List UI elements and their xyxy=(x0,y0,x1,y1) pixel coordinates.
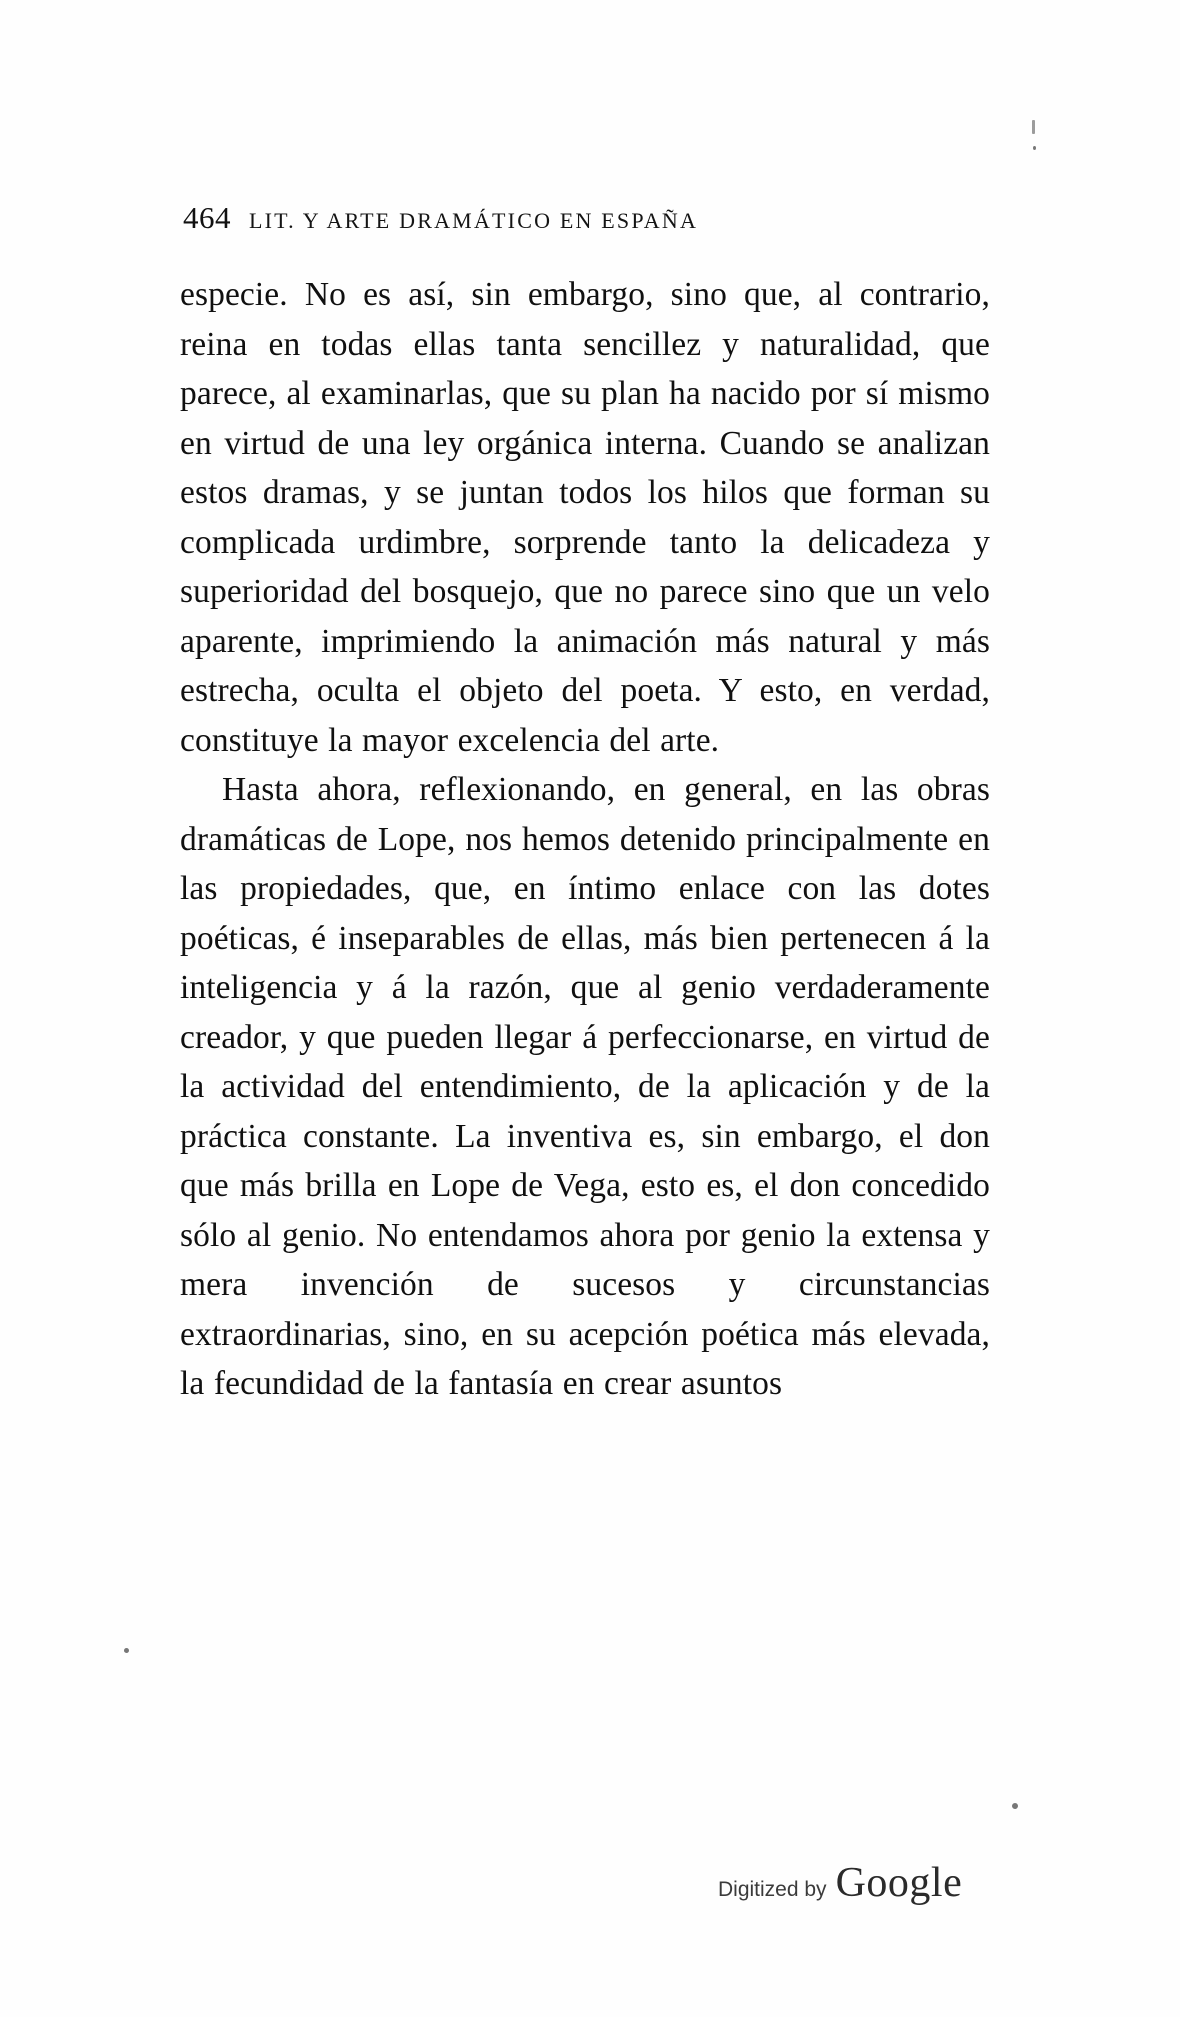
digitization-credit xyxy=(718,1862,988,1904)
digitized-by-label: Digitized by xyxy=(718,1878,827,1901)
scan-artifact-icon xyxy=(1032,120,1035,134)
paragraph: Hasta ahora, reflexionando, en general, en las obras dramáticas de Lope, nos hemos detenido principalmente en las propiedades, que, en íntimo enlace con las dotes poéticas, é inseparables de ellas, más bien pertenecen á la inteligencia y á la razón, que al genio verdaderamente creador, y que pueden llegar á perfeccionarse, en virtud de la actividad del entendimiento, de la aplicación y de la práctica constante. La inventiva es, sin embargo, el don que más brilla en Lope de Vega, esto es, el don concedido sólo al genio. No entendamos ahora por genio la extensa y mera invención de sucesos y circunstancias extraordinarias, sino, en su acepción poética más elevada, la fecundidad de la fantasía en crear asuntos xyxy=(180,771,990,1402)
scan-artifact-icon xyxy=(1033,146,1036,150)
scan-artifact-icon xyxy=(124,1648,129,1653)
running-head xyxy=(183,200,990,236)
running-head-title: LIT. Y ARTE DRAMÁTICO EN ESPAÑA xyxy=(249,208,699,233)
scan-artifact-icon xyxy=(1012,1803,1018,1809)
google-logo: Google xyxy=(835,1860,963,1906)
page-content xyxy=(180,200,990,1409)
page-number: 464 xyxy=(183,200,231,235)
body-text xyxy=(180,270,990,1409)
paragraph: especie. No es así, sin embargo, sino que, al contrario, reina en todas ellas tanta sencillez y naturalidad, que parece, al examinarlas, que su plan ha nacido por sí mismo en virtud de una ley orgánica interna. Cuando se analizan estos dramas, y se juntan todos los hilos que forman su complicada urdimbre, sorprende tanto la delicadeza y superioridad del bosquejo, que no parece sino que un velo aparente, imprimiendo la animación más natural y más estrecha, oculta el objeto del poeta. Y esto, en verdad, constituye la mayor excelencia del arte. xyxy=(180,276,990,759)
